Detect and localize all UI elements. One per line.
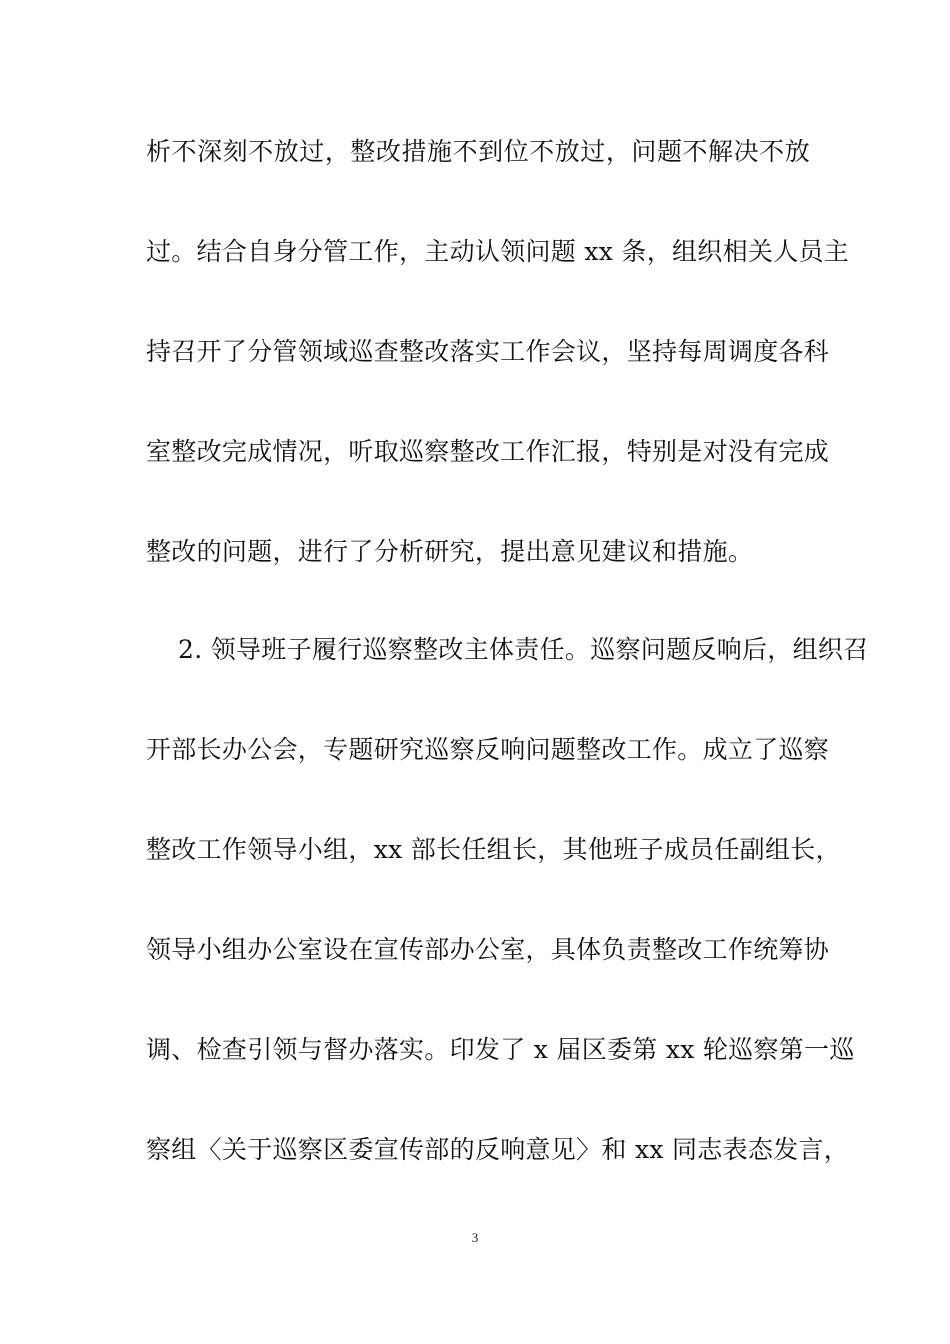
text-line-10: 调、检查引领与督办落实。印发了 x 届区委第 xx 轮巡察第一巡	[146, 1035, 855, 1064]
text-line-8: 整改工作领导小组，xx 部长任组长，其他班子成员任副组长，	[146, 835, 841, 864]
text-line-5: 整改的问题，进行了分析研究，提出意见建议和措施。	[146, 537, 754, 566]
text-line-9: 领导小组办公室设在宣传部办公室，具体负责整改工作统筹协	[146, 935, 830, 964]
text-line-2: 过。结合自身分管工作，主动认领问题 xx 条，组织相关人员主	[146, 237, 850, 266]
text-line-11: 察组〈关于巡察区委宣传部的反响意见〉和 xx 同志表态发言，	[146, 1135, 850, 1164]
text-line-7: 开部长办公会，专题研究巡察反响问题整改工作。成立了巡察	[146, 735, 830, 764]
text-line-1: 析不深刻不放过，整改措施不到位不放过，问题不解决不放	[146, 137, 810, 166]
text-line-6: 2. 领导班子履行巡察整改主体责任。巡察问题反响后，组织召	[178, 635, 869, 664]
page-number: 3	[471, 1230, 479, 1245]
text-line-3: 持召开了分管领域巡查整改落实工作会议，坚持每周调度各科	[146, 337, 830, 366]
text-line-4: 室整改完成情况，听取巡察整改工作汇报，特别是对没有完成	[146, 437, 830, 466]
